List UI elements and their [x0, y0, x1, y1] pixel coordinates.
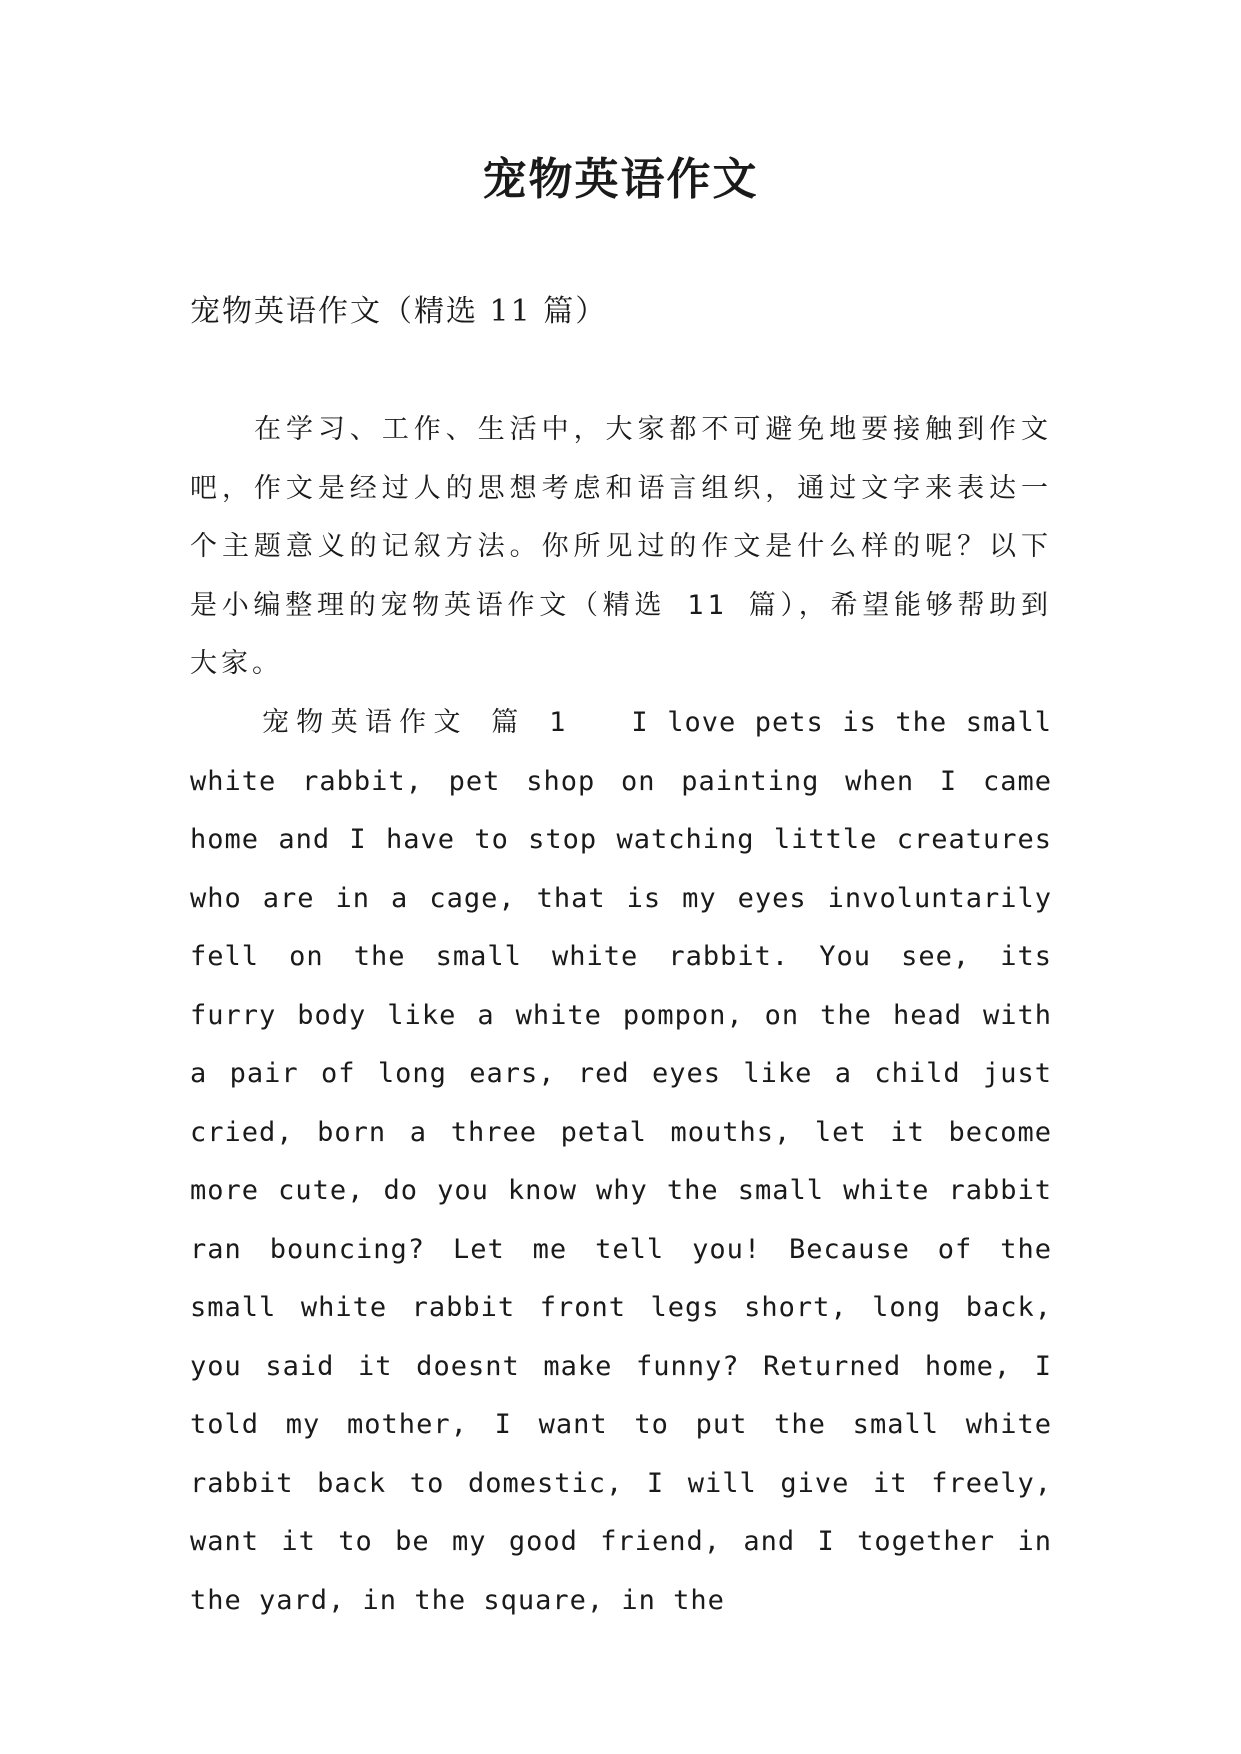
document-subtitle: 宠物英语作文（精选 11 篇）	[190, 294, 608, 329]
essay-body: I love pets is the small white rabbit, pet shop on painting when I came home and I have to stop watching little creatures who are in a cage, that is my eyes involuntarily fell on the small white rabbit. You see, its furry body like a white pompon, on the head with a pair of long ears, red eyes like a child just cried, born a three petal mouths, let it become more cute, do you know why the small white rabbit ran bouncing? Let me tell you! Because of the small white rabbit front legs short, long back, you said it doesnt make funny? Returned home, I told my mother, I want to put the small white rabbit back to domestic, I will give it freely, want it to be my good friend, and I together in the yard, in the square, in the	[190, 707, 1052, 1616]
essay-heading: 宠物英语作文 篇 1	[262, 707, 572, 738]
intro-paragraph: 在学习、工作、生活中，大家都不可避免地要接触到作文吧，作文是经过人的思想考虑和语言组织，通过文字来表达一个主题意义的记叙方法。你所见过的作文是什么样的呢？以下是小编整理的宠物英语作文（精选 11 篇），希望能够帮助到大家。	[190, 414, 1052, 679]
essay-paragraph	[190, 694, 1052, 1616]
document-title: 宠物英语作文	[482, 154, 759, 205]
